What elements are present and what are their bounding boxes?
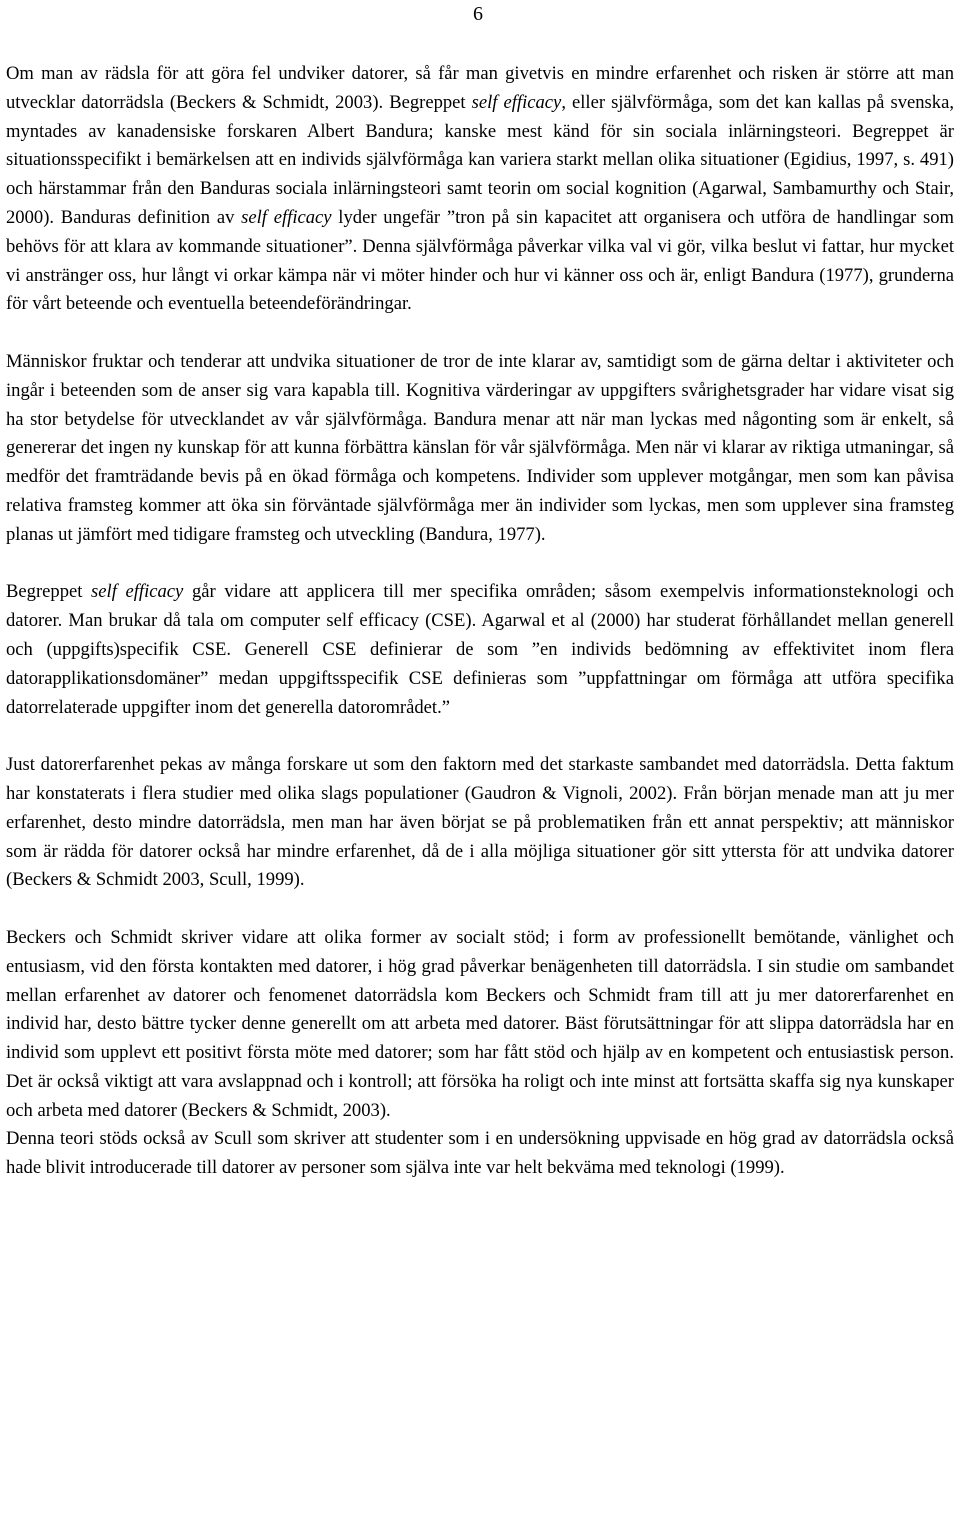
- text-run: Om man av rädsla för att göra fel undviker datorer, så får man givetvis en mindre erfarenhet och risken är större att man utvecklar datorrädsla (Beckers & Schmidt, 2003). Begreppet: [6, 63, 954, 113]
- italic-term: self efficacy: [91, 581, 184, 603]
- text-run: Denna teori stöds också av Scull som skriver att studenter som i en undersökning uppvisade en hög grad av datorrädsla också hade blivit introducerade till datorer av personer som själva inte var helt bekväma med teknologi (1999).: [6, 1128, 954, 1179]
- paragraph: [6, 578, 954, 722]
- page-number: 6: [473, 3, 483, 25]
- text-run: går vidare att applicera till mer specifika områden; såsom exempelvis informationsteknologi och datorer. Man brukar då tala om computer self efficacy (CSE). Agarwal et al (2000) har studerat förhållandet mellan generell och (uppgifts)specifik CSE. Generell CSE definierar de som ”en individs bedömning av effektivitet inom flera datorapplikationsdomäner” medan uppgiftsspecifik CSE definieras som ”uppfattningar om förmåga att utföra specifika datorrelaterade uppgifter inom det generella datorområdet.”: [6, 581, 954, 718]
- paragraph: [6, 348, 954, 550]
- text-run: lyder ungefär ”tron på sin kapacitet att organisera och utföra de handlingar som behövs för att klara av kommande situationer”. Denna självförmåga påverkar vilka val vi gör, vilka beslut vi fattar, hur mycket vi anstränger oss, hur långt vi orkar kämpa när vi möter hinder och hur vi känner oss och är, enligt Bandura (1977), grunderna för vårt beteende och eventuella beteendeförändringar.: [6, 206, 954, 315]
- text-run: , eller självförmåga, som det kan kallas på svenska, myntades av kanadensiske forskaren Albert Bandura; kanske mest känd för sin sociala inlärningsteori. Begreppet är situationsspecifikt i bemärkelsen att en individs självförmåga kan variera starkt mellan olika situationer (Egidius, 1997, s. 491) och härstammar från den Banduras sociala inlärningsteori samt teorin om social kognition (Agarwal, Sambamurthy och Stair, 2000). Banduras definition av: [6, 91, 954, 228]
- italic-term: self efficacy: [471, 91, 562, 113]
- text-run: Människor fruktar och tenderar att undvika situationer de tror de inte klarar av, samtidigt som de gärna deltar i aktiviteter och ingår i beteenden som de anser sig vara kapabla till. Kognitiva värderingar av uppgifters svårighetsgrader har vidare visat sig ha stor betydelse för utvecklandet av vår självförmåga. Bandura menar att när man lyckas med någonting som är enkelt, så genererar det ingen ny kunskap för att kunna förbättra känslan för vår självförmåga. Men när vi klarar av riktiga utmaningar, så medför det framträdande bevis på en ökad förmåga och kompetens. Individer som upplever motgångar, men som kan påvisa relativa framsteg kommer att öka sin förväntade självförmåga mer än individer som lyckas, men som upplever sina framsteg planas ut jämfört med tidigare framsteg och utveckling (Bandura, 1977).: [6, 350, 954, 545]
- text-run: Just datorerfarenhet pekas av många forskare ut som den faktorn med det starkaste sambandet med datorrädsla. Detta faktum har konstaterats i flera studier med olika slags populationer (Gaudron & Vignoli, 2002). Från början menade man att ju mer erfarenhet, desto mindre datorrädsla, men man har även börjat se på problematiken från ett annat perspektiv; att människor som är rädda för datorer också har mindre erfarenhet, då de i alla möjliga situationer gör sitt yttersta för att undvika datorer (Beckers & Schmidt 2003, Scull, 1999).: [6, 754, 954, 891]
- italic-term: self efficacy: [241, 206, 332, 228]
- paragraph: [6, 60, 954, 319]
- paragraph: [6, 924, 954, 1126]
- text-run: Beckers och Schmidt skriver vidare att olika former av socialt stöd; i form av professionellt bemötande, vänlighet och entusiasm, vid den första kontakten med datorer, i hög grad påverkar benägenheten till datorrädsla. I sin studie om sambandet mellan erfarenhet av datorer och fenomenet datorrädsla kom Beckers och Schmidt fram till att ju mer datorerfarenhet en individ har, desto bättre tycker denne generellt om att arbeta med datorer. Bäst förutsättningar för att slippa datorrädsla har en individ som upplevt ett positivt första möte med datorer; som har fått stöd och hjälp av en kompetent och entusiastisk person. Det är också viktigt att vara avslappnad och i kontroll; att försöka ha roligt och inte minst att fortsätta skaffa sig nya kunskaper och arbeta med datorer (Beckers & Schmidt, 2003).: [6, 926, 954, 1121]
- text-run: Begreppet: [6, 581, 92, 603]
- paragraph: [6, 1125, 954, 1183]
- paragraph: [6, 751, 954, 895]
- document-body: [6, 60, 954, 1183]
